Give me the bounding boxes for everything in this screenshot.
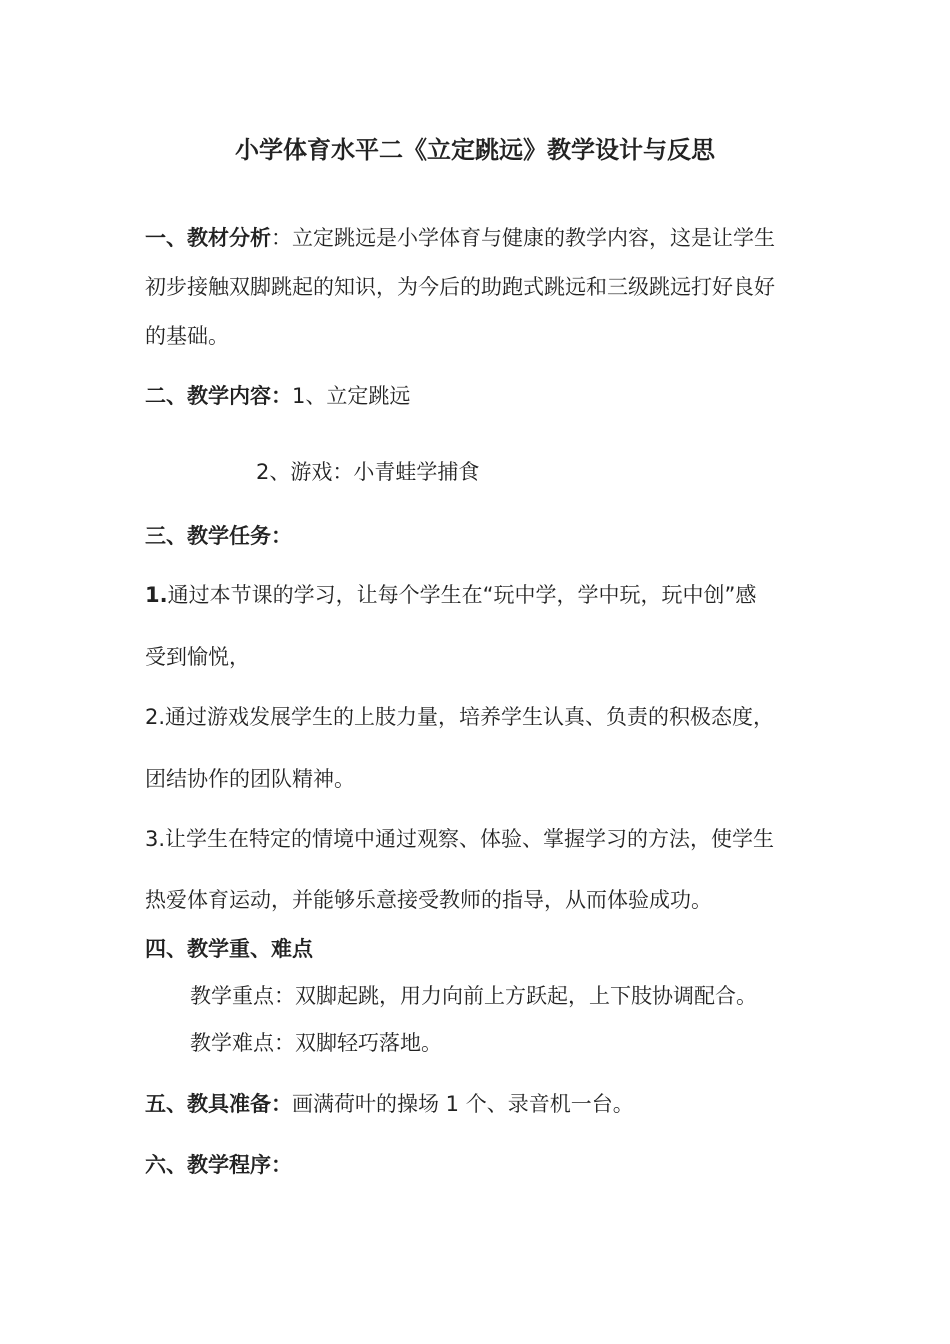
task1-text: 通过本节课的学习，让每个学生在“玩中学，学中玩，玩中创”感 [167,583,757,607]
section5-content: 画满荷叶的操场 1 个、录音机一台。 [292,1092,634,1116]
document-title: 小学体育水平二《立定跳远》教学设计与反思 [235,136,715,164]
section1-colon: ： [271,226,292,250]
section6-heading: 六、教学程序： [145,1153,292,1177]
section2-item2: 2、游戏：小青蛙学捕食 [256,460,480,484]
section3-task2-line1: 2.通过游戏发展学生的上肢力量，培养学生认真、负责的积极态度， [145,705,775,729]
section3-heading: 三、教学任务： [145,524,292,548]
section2-line1 [145,382,410,410]
section3-task2-line2: 团结协作的团队精神。 [145,767,355,791]
section2-heading: 二、教学内容： [145,384,292,408]
section5-heading: 五、教具准备： [145,1092,292,1116]
section3-task1-line2: 受到愉悦， [145,645,250,669]
task1-number: 1. [145,583,168,607]
section3-task1-line1 [145,581,756,609]
section4-difficulty: 教学难点：双脚轻巧落地。 [190,1031,442,1055]
section3-task3-line1: 3.让学生在特定的情境中通过观察、体验、掌握学习的方法，使学生 [145,827,775,851]
section4-key-point: 教学重点：双脚起跳，用力向前上方跃起，上下肢协调配合。 [190,984,757,1008]
section5-line [145,1090,634,1118]
section1-text-line1: 立定跳远是小学体育与健康的教学内容，这是让学生 [292,226,775,250]
section3-task3-line2: 热爱体育运动，并能够乐意接受教师的指导，从而体验成功。 [145,888,712,912]
section1-heading: 一、教材分析 [145,226,271,250]
section1-text-line3: 的基础。 [145,324,229,348]
section2-item1: 1、立定跳远 [292,384,411,408]
section4-heading: 四、教学重、难点 [145,937,313,961]
section1-line1 [145,224,775,252]
section1-text-line2: 初步接触双脚跳起的知识，为今后的助跑式跳远和三级跳远打好良好 [145,275,775,299]
